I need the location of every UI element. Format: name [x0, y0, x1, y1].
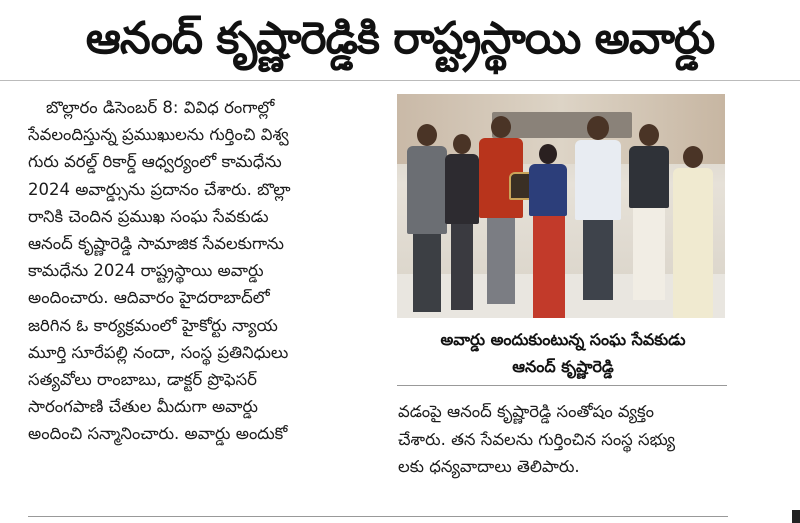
- body-line: సేవలందిస్తున్న ప్రముఖులను గుర్తించి విశ్వ: [28, 125, 289, 145]
- article-continuation: [398, 398, 728, 481]
- body-line: 2024 అవార్డ్సును ప్రదానం చేశారు. బొల్లా: [28, 179, 291, 199]
- body-line: అందించి సన్మానించారు. అవార్డు అందుకో: [28, 424, 288, 444]
- right-line: చేశారు. తన సేవలను గుర్తించిన సంస్థ సభ్యు: [398, 429, 676, 449]
- article-body-column: [28, 94, 386, 448]
- photo-caption: [398, 326, 728, 380]
- body-line: సత్యవోలు రాంబాబు, డాక్టర్ ప్రొఫెసర్: [28, 370, 257, 390]
- caption-line-1: అవార్డు అందుకుంటున్న సంఘ సేవకుడు: [440, 330, 686, 349]
- award-ceremony-photo: [397, 94, 725, 318]
- edge-mark: [792, 510, 800, 523]
- body-line: మూర్తి సూరేపల్లి నందా, సంస్థ ప్రతినిధులు: [28, 342, 289, 362]
- right-line: వడంపై ఆనంద్ కృష్ణారెడ్డి సంతోషం వ్యక్తం: [398, 402, 655, 421]
- caption-line-2: ఆనంద్ కృష్ణారెడ్డి: [512, 357, 614, 376]
- body-line: గురు వరల్డ్ రికార్డ్ ఆధ్వర్యంలో కామధేను: [28, 152, 282, 172]
- photo-banner: [492, 112, 632, 138]
- headline: ఆనంద్ కృష్ణారెడ్డికి రాష్ట్రస్థాయి అవార్డు: [85, 13, 715, 64]
- body-line: రానికి చెందిన ప్రముఖ సంఘ సేవకుడు: [28, 206, 269, 226]
- right-line: లకు ధన్యవాదాలు తెలిపారు.: [398, 457, 580, 476]
- body-line: బొల్లారం డిసెంబర్ 8: వివిధ రంగాల్లో: [46, 98, 275, 117]
- body-line: అందించారు. ఆదివారం హైదరాబాద్‌లో: [28, 288, 270, 308]
- body-line: కామధేను 2024 రాష్ట్రస్థాయి అవార్డు: [28, 261, 264, 281]
- body-line: జరిగిన ఓ కార్యక్రమంలో హైకోర్టు న్యాయ: [28, 315, 278, 335]
- top-divider: [0, 80, 800, 81]
- bottom-divider: [28, 516, 728, 517]
- caption-divider: [397, 385, 727, 386]
- body-line: ఆనంద్ కృష్ణారెడ్డి సామాజిక సేవలకుగాను: [28, 234, 284, 254]
- body-line: సారంగపాణి చేతుల మీదుగా అవార్డు: [28, 397, 258, 417]
